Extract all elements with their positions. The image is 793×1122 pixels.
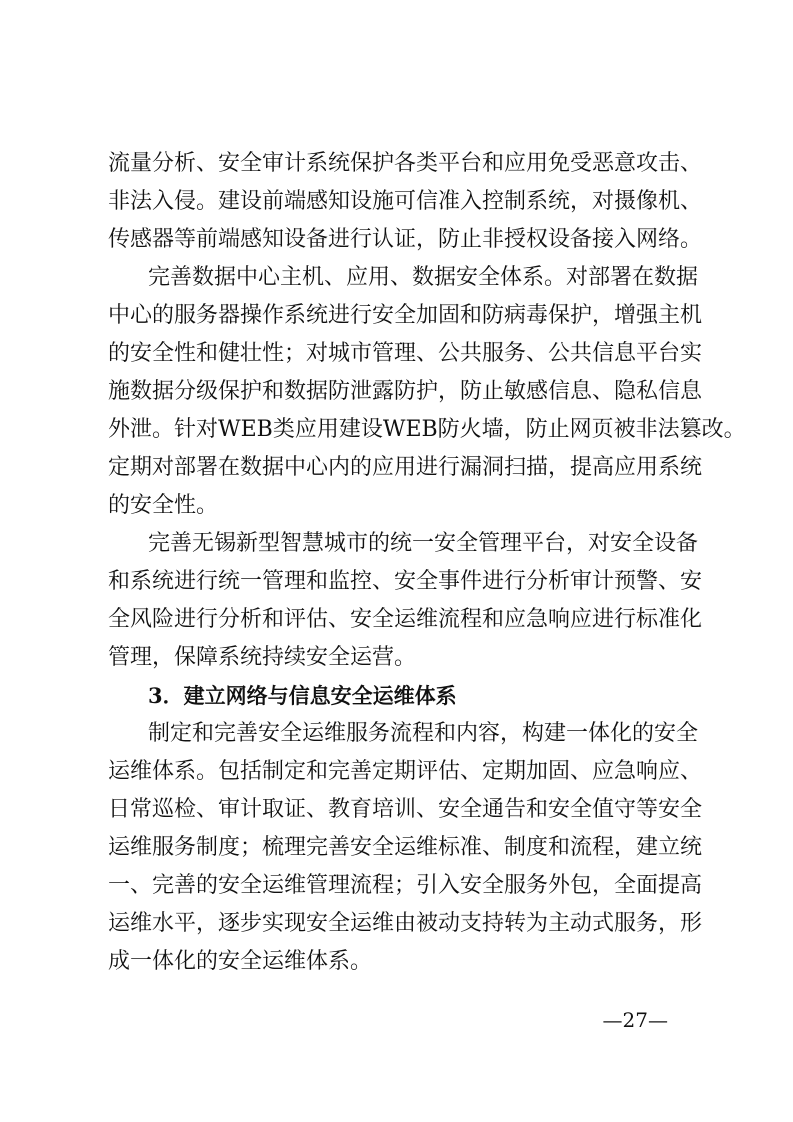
text-line: 传感器等前端感知设备进行认证，防止非授权设备接入网络。 <box>108 227 703 252</box>
text-line: 成一体化的安全运维体系。 <box>108 949 373 974</box>
paragraph-first-line: 完善无锡新型智慧城市的统一安全管理平台，对安全设备 <box>148 531 699 556</box>
text-line: 和系统进行统一管理和监控、安全事件进行分析审计预警、安 <box>108 569 703 594</box>
text-line: 运维服务制度；梳理完善安全运维标准、制度和流程，建立统 <box>108 835 703 860</box>
text-line: 管理，保障系统持续安全运营。 <box>108 645 417 670</box>
paragraph-first-line: 完善数据中心主机、应用、数据安全体系。对部署在数据 <box>148 265 699 290</box>
paragraph-first-line: 制定和完善安全运维服务流程和内容，构建一体化的安全 <box>148 721 699 746</box>
text-line: 日常巡检、审计取证、教育培训、安全通告和安全值守等安全 <box>108 797 703 822</box>
text-line: 非法入侵。建设前端感知设施可信准入控制系统，对摄像机、 <box>108 189 703 214</box>
text-line: 一、完善的安全运维管理流程；引入安全服务外包，全面提高 <box>108 873 703 898</box>
section-heading: 3．建立网络与信息安全运维体系 <box>148 683 457 708</box>
text-line: 运维体系。包括制定和完善定期评估、定期加固、应急响应、 <box>108 759 703 784</box>
text-line: 全风险进行分析和评估、安全运维流程和应急响应进行标准化 <box>108 607 703 632</box>
text-line: 外泄。针对WEB类应用建设WEB防火墙，防止网页被非法篡改。 <box>108 417 746 442</box>
text-line: 运维水平，逐步实现安全运维由被动支持转为主动式服务，形 <box>108 911 703 936</box>
text-line: 中心的服务器操作系统进行安全加固和防病毒保护，增强主机 <box>108 303 703 328</box>
text-line: 的安全性和健壮性；对城市管理、公共服务、公共信息平台实 <box>108 341 703 366</box>
text-line: 定期对部署在数据中心内的应用进行漏洞扫描，提高应用系统 <box>108 455 703 480</box>
text-line: 流量分析、安全审计系统保护各类平台和应用免受恶意攻击、 <box>108 151 703 176</box>
page-number: —27— <box>602 1008 668 1032</box>
text-line: 的安全性。 <box>108 493 219 518</box>
text-line: 施数据分级保护和数据防泄露防护，防止敏感信息、隐私信息 <box>108 379 703 404</box>
